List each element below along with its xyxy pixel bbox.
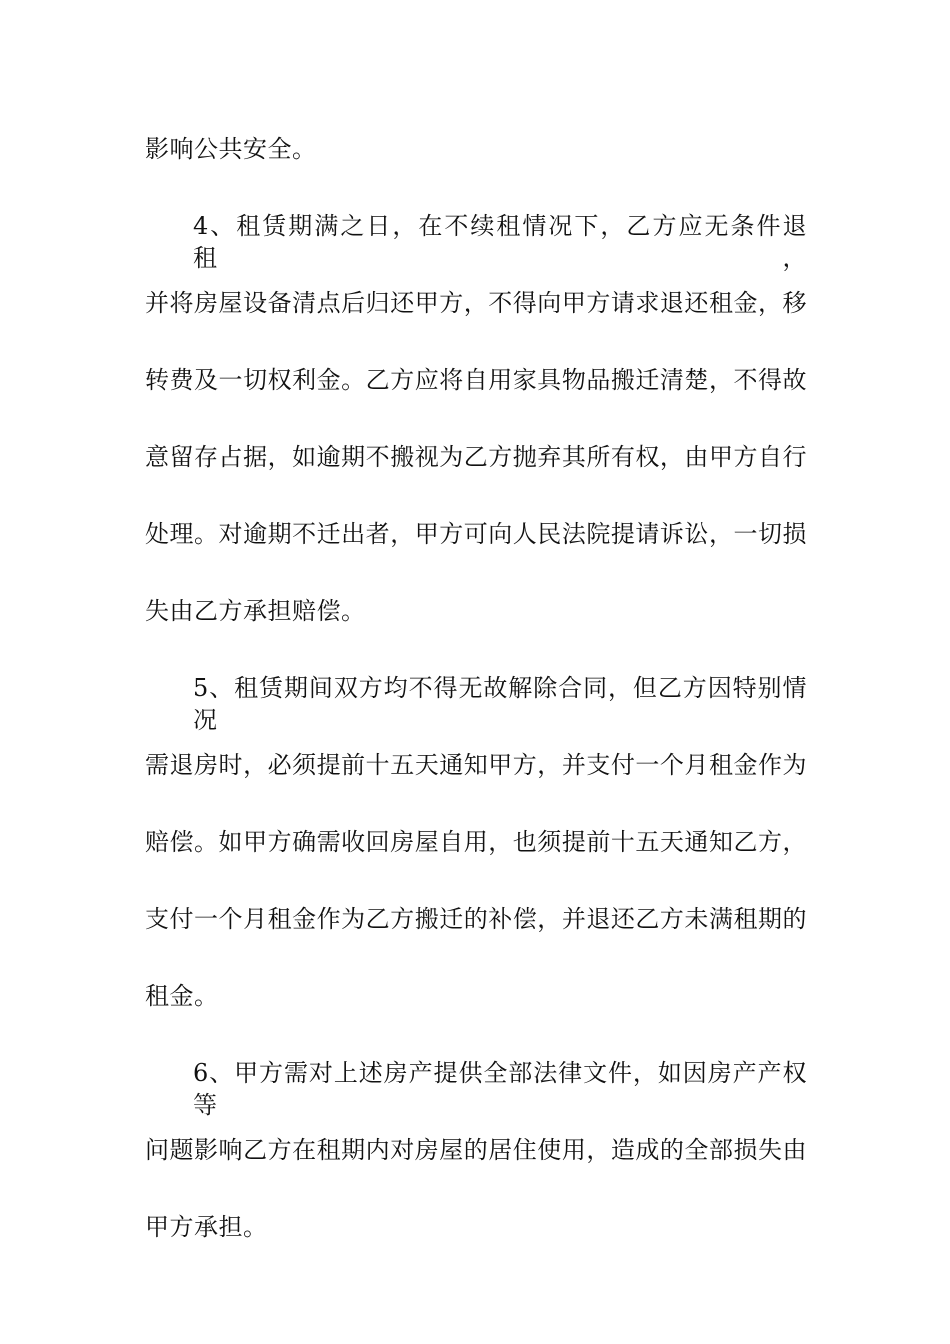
text-line: 问题影响乙方在租期内对房屋的居住使用，造成的全部损失由 bbox=[145, 1136, 807, 1164]
text-line: 影响公共安全。 bbox=[145, 135, 317, 163]
text-line: 并将房屋设备清点后归还甲方，不得向甲方请求退还租金，移 bbox=[145, 289, 807, 317]
text-line: 租金。 bbox=[145, 982, 219, 1010]
text-line: 6、甲方需对上述房产提供全部法律文件，如因房产产权等 bbox=[193, 1059, 807, 1119]
text-line: 处理。对逾期不迁出者，甲方可向人民法院提请诉讼，一切损 bbox=[145, 520, 807, 548]
text-line: 4、租赁期满之日，在不续租情况下，乙方应无条件退租， bbox=[193, 212, 807, 272]
text-line: 失由乙方承担赔偿。 bbox=[145, 597, 366, 625]
text-line: 支付一个月租金作为乙方搬迁的补偿，并退还乙方未满租期的 bbox=[145, 905, 807, 933]
text-line: 意留存占据，如逾期不搬视为乙方抛弃其所有权，由甲方自行 bbox=[145, 443, 807, 471]
text-line: 转费及一切权利金。乙方应将自用家具物品搬迁清楚，不得故 bbox=[145, 366, 807, 394]
text-line: 赔偿。如甲方确需收回房屋自用，也须提前十五天通知乙方， bbox=[145, 828, 807, 856]
text-line: 甲方承担。 bbox=[145, 1213, 268, 1241]
text-line: 需退房时，必须提前十五天通知甲方，并支付一个月租金作为 bbox=[145, 751, 807, 779]
text-line: 5、租赁期间双方均不得无故解除合同，但乙方因特别情况 bbox=[193, 674, 807, 734]
